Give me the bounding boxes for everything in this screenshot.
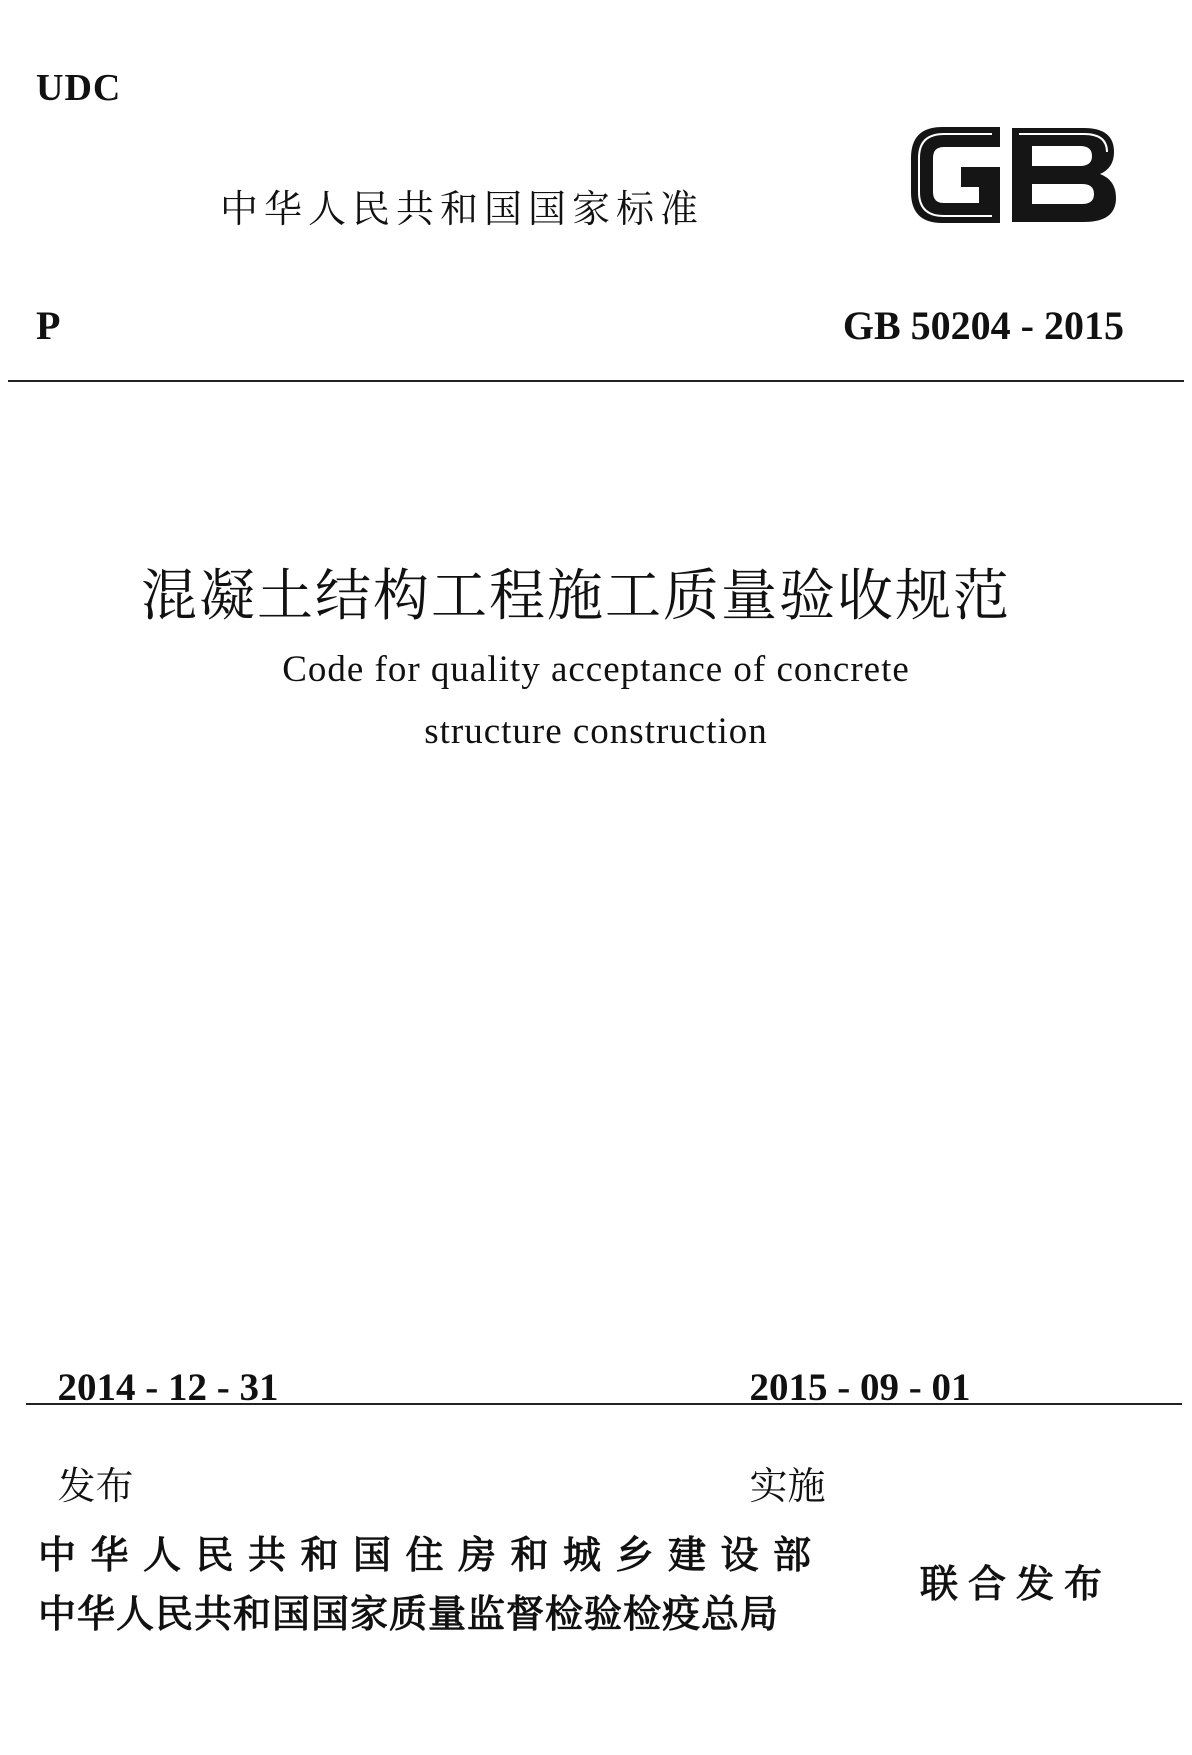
issue-date-block xyxy=(38,1320,278,1510)
effective-date: 2015 - 09 - 01 xyxy=(749,1366,971,1409)
issuer-aqsiq: 中华人民共和国国家质量监督检验检疫总局 xyxy=(38,1592,780,1636)
issuer-ministry: 中华人民共和国住房和城乡建设部 xyxy=(38,1533,826,1577)
title-chinese: 混凝土结构工程施工质量验收规范 xyxy=(141,564,1011,629)
category-code: P xyxy=(36,303,61,348)
effective-date-block xyxy=(730,1320,970,1510)
top-divider xyxy=(8,380,1184,382)
gb-logo-b xyxy=(1012,128,1116,222)
title-english-line2: structure construction xyxy=(424,711,768,752)
issued-date: 2014 - 12 - 31 xyxy=(57,1366,279,1409)
gb-logo-g xyxy=(912,128,999,222)
effective-label: 实施 xyxy=(749,1464,826,1508)
gb-logo xyxy=(904,118,1124,232)
national-standard-heading: 中华人民共和国国家标准 xyxy=(220,187,705,231)
standard-number: GB 50204 - 2015 xyxy=(842,303,1124,348)
udc-label: UDC xyxy=(36,67,122,109)
joint-issue-label: 联合发布 xyxy=(920,1562,1113,1606)
bottom-divider xyxy=(26,1403,1182,1405)
issued-label: 发布 xyxy=(57,1464,134,1508)
title-english-line1: Code for quality acceptance of concrete xyxy=(282,649,910,690)
